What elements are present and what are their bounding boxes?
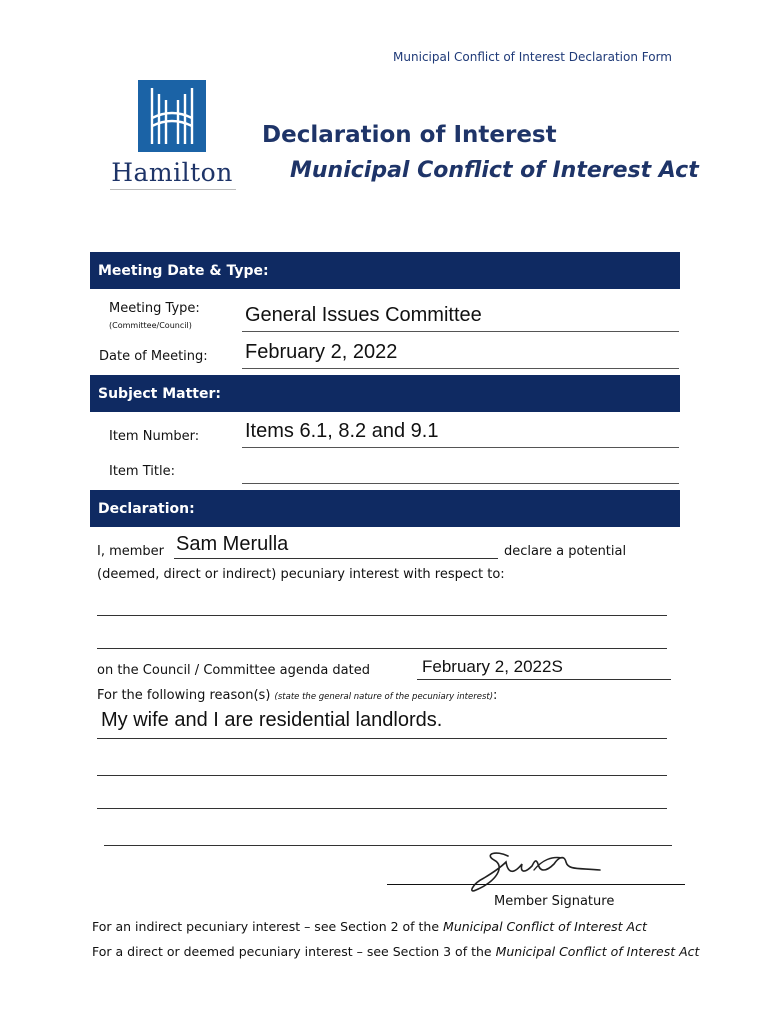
- item-title-underline: [242, 483, 679, 484]
- section-title-meeting: Meeting Date & Type:: [98, 262, 269, 279]
- footer-indirect-prefix: For an indirect pecuniary interest – see Section 2 of the: [92, 919, 440, 934]
- interest-blank-line-2[interactable]: [97, 648, 667, 649]
- agenda-date-field[interactable]: February 2, 2022S: [422, 657, 563, 676]
- meeting-date-field[interactable]: February 2, 2022: [245, 341, 398, 363]
- reason-colon: :: [493, 688, 498, 703]
- agenda-date-underline: [417, 679, 671, 680]
- logo-rule: [110, 189, 236, 190]
- member-name-field[interactable]: Sam Merulla: [176, 533, 289, 555]
- signature-label: Member Signature: [494, 894, 615, 909]
- meeting-type-hint: (Committee/Council): [109, 321, 192, 330]
- footer-indirect-act: Municipal Conflict of Interest Act: [443, 919, 647, 934]
- meeting-date-underline: [242, 368, 679, 369]
- member-name-underline: [174, 558, 498, 559]
- logo-emblem: [138, 80, 206, 152]
- signature-line[interactable]: [387, 884, 685, 885]
- logo-wordmark: Hamilton: [111, 158, 233, 187]
- footer-direct-prefix: For a direct or deemed pecuniary interest – see Section 3 of the: [92, 944, 492, 959]
- section-bar-meeting: [90, 252, 680, 289]
- section-bar-subject: [90, 375, 680, 412]
- reason-hint: (state the general nature of the pecuniary interest): [274, 692, 494, 702]
- section-bar-declaration: [90, 490, 680, 527]
- reason-field[interactable]: My wife and I are residential landlords.: [101, 709, 443, 731]
- member-signature-image: [450, 842, 610, 898]
- meeting-type-underline: [242, 331, 679, 332]
- footer-direct-act: Municipal Conflict of Interest Act: [495, 944, 700, 959]
- meeting-type-label: Meeting Type:: [109, 301, 200, 316]
- declaration-line2: (deemed, direct or indirect) pecuniary interest with respect to:: [97, 567, 505, 582]
- meeting-type-field[interactable]: General Issues Committee: [245, 304, 482, 326]
- member-suffix: declare a potential: [504, 544, 627, 559]
- meeting-date-label: Date of Meeting:: [99, 349, 208, 364]
- footer-direct: [92, 944, 699, 959]
- footer-indirect: [92, 919, 647, 934]
- section-title-declaration: Declaration:: [98, 500, 195, 517]
- page-subtitle: Municipal Conflict of Interest Act: [290, 158, 699, 183]
- page-title: Declaration of Interest: [262, 122, 557, 148]
- reason-line-2[interactable]: [97, 775, 667, 776]
- reason-prefix: For the following reason(s): [97, 688, 271, 703]
- reason-line-3[interactable]: [97, 808, 667, 809]
- reason-line-1: [97, 738, 667, 739]
- hamilton-logo: [104, 80, 240, 192]
- interest-blank-line-1[interactable]: [97, 615, 667, 616]
- item-number-underline: [242, 447, 679, 448]
- form-header-note: Municipal Conflict of Interest Declaration Form: [393, 50, 672, 64]
- agenda-text: on the Council / Committee agenda dated: [97, 663, 370, 678]
- item-number-field[interactable]: Items 6.1, 8.2 and 9.1: [245, 420, 439, 442]
- section-title-subject: Subject Matter:: [98, 385, 221, 402]
- item-number-label: Item Number:: [109, 429, 200, 444]
- reason-line: [97, 688, 497, 703]
- member-prefix: I, member: [97, 544, 165, 559]
- item-title-label: Item Title:: [109, 464, 175, 479]
